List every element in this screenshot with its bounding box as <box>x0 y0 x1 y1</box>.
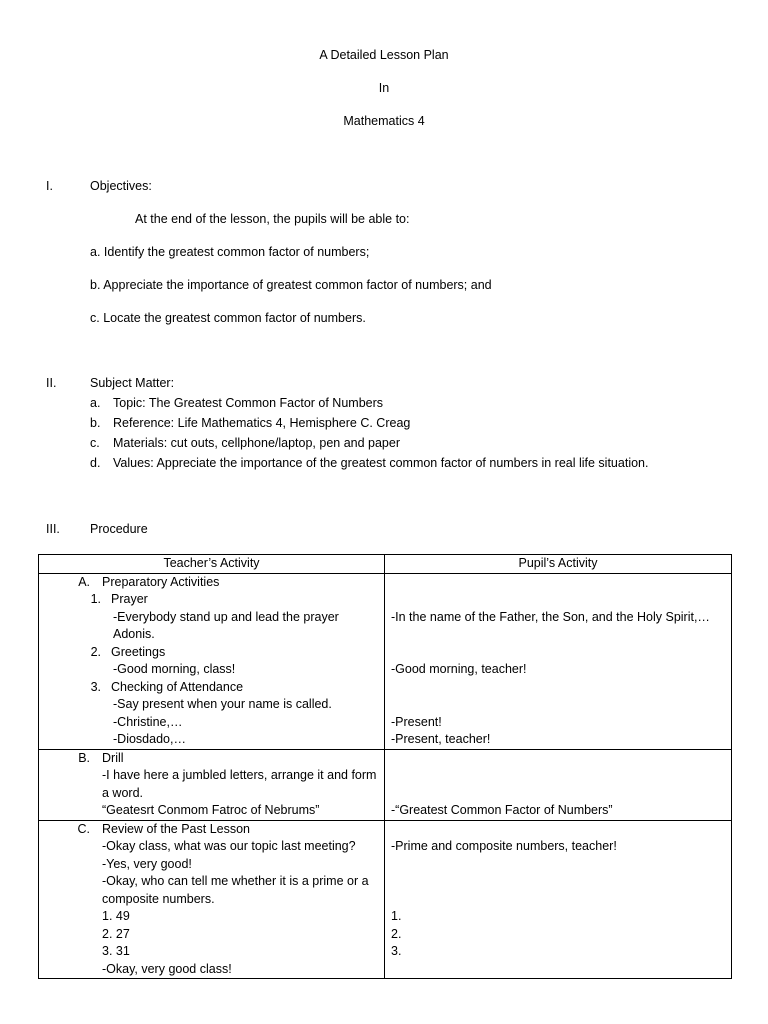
objective-item: b. Appreciate the importance of greatest common factor of numbers; and <box>90 278 492 292</box>
teacher-line: -Okay, very good class! <box>102 961 232 976</box>
teacher-line: 1. 49 <box>102 909 130 923</box>
section-title: Preparatory Activities <box>102 574 220 589</box>
subject-item-letter: d. <box>90 456 101 470</box>
subsection-title: Prayer <box>111 592 148 606</box>
section-letter: C. <box>77 821 90 836</box>
pupil-line: -“Greatest Common Factor of Numbers” <box>391 803 613 817</box>
pupil-line: 3. <box>391 944 402 958</box>
pupil-line <box>385 785 731 803</box>
teacher-line: -I have here a jumbled letters, arrange it and form <box>102 768 377 782</box>
pupil-line <box>385 891 731 909</box>
procedure-title: Procedure <box>90 522 148 536</box>
subject-matter-title: Subject Matter: <box>90 376 175 390</box>
pupil-line <box>385 679 731 697</box>
pupil-line: -In the name of the Father, the Son, and the Holy Spirit,… <box>391 609 710 624</box>
pupil-line <box>385 873 731 891</box>
pupil-line <box>385 856 731 874</box>
pupil-line <box>385 821 731 839</box>
teacher-line: 3. 31 <box>102 944 130 958</box>
teacher-line: a word. <box>102 785 143 800</box>
objectives-title: Objectives: <box>90 179 152 193</box>
pupil-line: -Prime and composite numbers, teacher! <box>391 839 617 853</box>
pupil-cell <box>385 820 732 979</box>
pupil-line: -Present! <box>391 714 442 729</box>
document-subject: Mathematics 4 <box>343 114 425 128</box>
objective-item: c. Locate the greatest common factor of numbers. <box>90 311 366 325</box>
subsection-heading <box>39 679 384 697</box>
pupil-line <box>385 750 731 768</box>
teacher-line: -Okay, who can tell me whether it is a prime or a <box>102 874 369 888</box>
section-heading <box>39 821 384 839</box>
subsection-title: Checking of Attendance <box>111 679 244 694</box>
subject-item-text: Topic: The Greatest Common Factor of Numbers <box>113 396 384 410</box>
pupil-line: -Present, teacher! <box>391 732 491 746</box>
teacher-cell <box>39 820 385 979</box>
pupil-line: -Good morning, teacher! <box>391 662 527 676</box>
teacher-line: -Okay class, what was our topic last meeting? <box>102 839 356 853</box>
procedure-number: III. <box>46 522 60 536</box>
teacher-line: -Good morning, class! <box>113 662 236 676</box>
subsection-number: 1. <box>90 592 101 606</box>
objectives-intro: At the end of the lesson, the pupils will be able to: <box>135 212 410 226</box>
pupil-line <box>385 574 731 592</box>
procedure-table <box>38 554 732 979</box>
objective-item: a. Identify the greatest common factor of numbers; <box>90 245 370 259</box>
pupil-cell <box>385 573 732 749</box>
teacher-line: “Geatesrt Conmom Fatroc of Nebrums” <box>102 803 320 817</box>
section-title: Review of the Past Lesson <box>102 821 250 836</box>
pupil-line <box>385 696 731 714</box>
subsection-heading <box>39 644 384 662</box>
pupil-line <box>385 767 731 785</box>
table-row <box>39 573 732 749</box>
teacher-cell <box>39 749 385 820</box>
table-header-row <box>39 555 732 574</box>
subject-item-text: Values: Appreciate the importance of the greatest common factor of numbers in real life situation. <box>113 456 649 470</box>
teacher-line: -Christine,… <box>113 714 183 729</box>
section-letter: A. <box>78 574 90 589</box>
subject-item-letter: c. <box>90 436 100 450</box>
subject-item-text: Reference: Life Mathematics 4, Hemisphere C. Creag <box>113 416 411 430</box>
subsection-number: 2. <box>90 644 101 659</box>
document-in: In <box>378 81 390 95</box>
pupil-line <box>385 626 731 644</box>
section-heading <box>39 750 384 768</box>
pupil-activity-header: Pupil’s Activity <box>385 555 732 574</box>
teacher-line: Adonis. <box>113 627 155 641</box>
subsection-number: 3. <box>90 679 101 694</box>
pupil-line <box>385 591 731 609</box>
teacher-cell <box>39 573 385 749</box>
teacher-line: -Yes, very good! <box>102 856 192 871</box>
teacher-line: composite numbers. <box>102 891 215 906</box>
section-title: Drill <box>102 750 124 765</box>
pupil-line <box>385 644 731 662</box>
pupil-line: 1. <box>391 909 402 923</box>
teacher-activity-header: Teacher’s Activity <box>39 555 385 574</box>
document-title: A Detailed Lesson Plan <box>319 48 449 62</box>
subject-matter-number: II. <box>46 376 57 390</box>
objectives-number: I. <box>46 179 53 193</box>
table-row <box>39 820 732 979</box>
subsection-title: Greetings <box>111 644 166 659</box>
teacher-line: -Everybody stand up and lead the prayer <box>113 609 339 624</box>
subject-item-letter: b. <box>90 416 101 430</box>
pupil-cell <box>385 749 732 820</box>
teacher-line: -Diosdado,… <box>113 732 186 746</box>
pupil-line: 2. <box>391 926 402 941</box>
section-letter: B. <box>78 750 90 765</box>
subject-item-letter: a. <box>90 396 101 410</box>
table-row <box>39 749 732 820</box>
teacher-line: 2. 27 <box>102 926 130 941</box>
subject-item-text: Materials: cut outs, cellphone/laptop, pen and paper <box>113 436 400 450</box>
pupil-line <box>385 961 731 979</box>
subsection-heading <box>39 591 384 609</box>
teacher-line: -Say present when your name is called. <box>113 697 332 711</box>
section-heading <box>39 574 384 592</box>
